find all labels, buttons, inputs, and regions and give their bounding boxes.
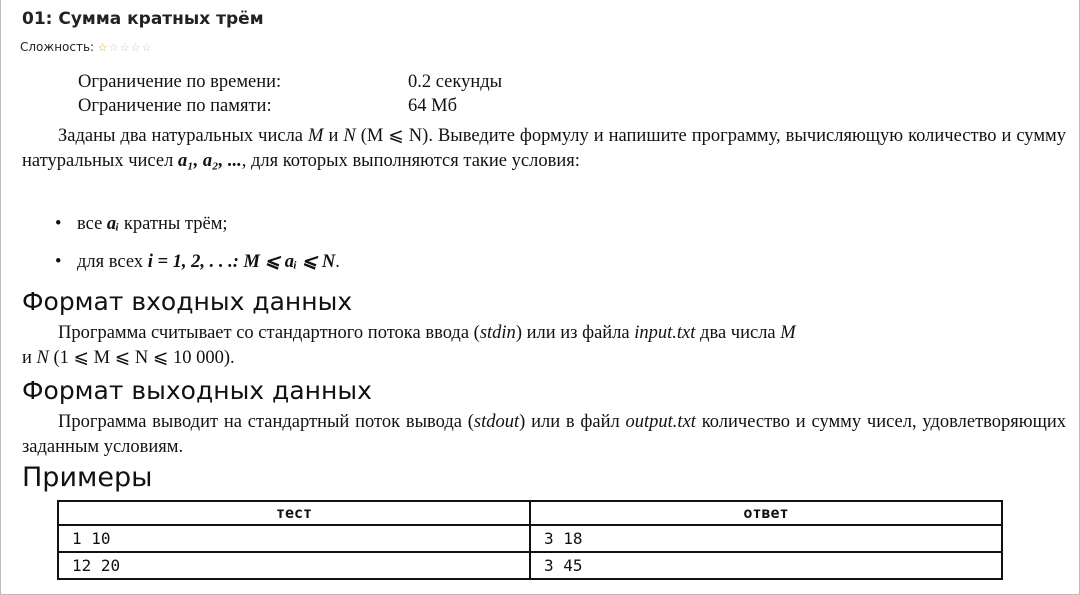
examples-table — [57, 500, 1003, 580]
input-format-heading: Формат входных данных — [22, 287, 353, 316]
bullet-icon: • — [55, 252, 62, 272]
problem-title: 01: Сумма кратных трём — [22, 9, 264, 29]
difficulty-stars — [97, 42, 152, 53]
memory-limit-row — [78, 94, 502, 118]
time-limit-value: 0.2 секунды — [408, 72, 503, 92]
table-row — [58, 525, 1002, 552]
output-format-heading: Формат выходных данных — [22, 376, 372, 405]
time-limit-label: Ограничение по времени: — [78, 72, 282, 92]
output-format-text: Программа выводит на стандартный поток вывода (stdout) или в файл output.txt количество и сумму чисел, удовлетворяющих заданным условиям. — [22, 412, 1066, 457]
time-limit-row — [78, 70, 502, 94]
table-header-row — [58, 501, 1002, 525]
star-empty-icon: ☆ — [108, 40, 119, 54]
star-filled-icon: ☆ — [97, 40, 108, 54]
difficulty-rating — [20, 40, 152, 54]
limits-block — [78, 70, 502, 118]
frame-left-border — [0, 0, 1, 595]
table-row — [58, 552, 1002, 579]
answer-cell: 3 45 — [530, 552, 1002, 579]
input-format-text: Программа считывает со стандартного потока ввода (stdin) или из файла input.txt два числа M и N (1 ⩽ M ⩽ N ⩽ 10 000). — [22, 323, 796, 368]
star-empty-icon: ☆ — [119, 40, 130, 54]
memory-limit-value: 64 Мб — [408, 96, 457, 116]
bullet-icon: • — [55, 214, 62, 234]
problem-statement: Заданы два натуральных числа M и N (M ⩽ N). Выведите формулу и напишите программу, вычисляющую количество и сумму натуральных чисел a₁, a₂, ..., для которых выполняются такие условия: — [22, 126, 1066, 171]
condition-item: • для всех i = 1, 2, . . .: M ⩽ aᵢ ⩽ N. — [55, 250, 340, 275]
test-input-cell: 12 20 — [58, 552, 530, 579]
answer-cell: 3 18 — [530, 525, 1002, 552]
test-input-cell: 1 10 — [58, 525, 530, 552]
condition-item: • все aᵢ кратны трём; — [55, 212, 228, 237]
star-empty-icon: ☆ — [141, 40, 152, 54]
examples-heading: Примеры — [22, 462, 153, 493]
difficulty-label: Сложность: — [20, 40, 95, 54]
column-header-test: тест — [58, 501, 530, 525]
memory-limit-label: Ограничение по памяти: — [78, 96, 272, 116]
star-empty-icon: ☆ — [130, 40, 141, 54]
column-header-answer: ответ — [530, 501, 1002, 525]
